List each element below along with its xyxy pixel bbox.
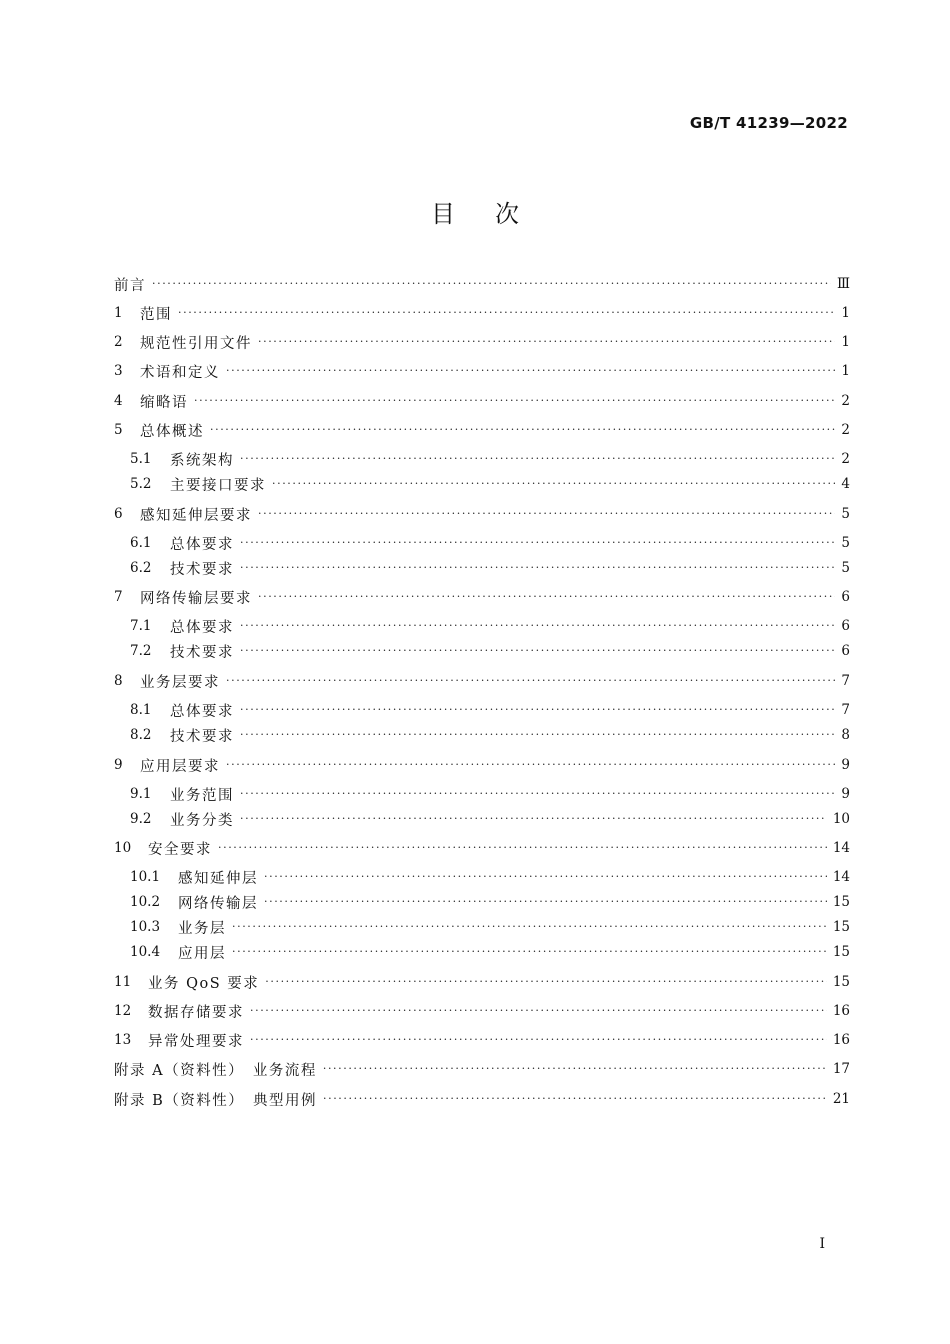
- toc-entry-number: 12: [114, 1003, 132, 1019]
- toc-leader-dots: [232, 915, 827, 939]
- toc-entry[interactable]: [114, 782, 850, 806]
- toc-leader-dots: [264, 890, 827, 914]
- toc-entry-page: 15: [832, 944, 850, 960]
- toc-entry-title: 总体概述: [140, 423, 204, 440]
- toc-entry-title: 附录 B（资料性） 典型用例: [114, 1092, 318, 1109]
- toc-entry-page: 6: [841, 618, 850, 634]
- toc-leader-dots: [240, 698, 835, 722]
- toc-leader-dots: [240, 614, 835, 638]
- toc-leader-dots: [264, 865, 827, 889]
- toc-leader-dots: [232, 940, 827, 964]
- toc-entry[interactable]: [114, 836, 850, 860]
- toc-entry-number: 10: [114, 840, 132, 856]
- toc-entry-number: 6.2: [130, 560, 152, 576]
- toc-entry-page: Ⅲ: [836, 276, 850, 292]
- toc-entry-number: 13: [114, 1032, 132, 1048]
- toc-entry-page: 4: [841, 476, 850, 492]
- toc-entry-number: 6: [114, 506, 123, 522]
- toc-entry-page: 9: [841, 786, 850, 802]
- toc-entry-title: 感知延伸层要求: [140, 507, 252, 524]
- toc-entry-title: 前言: [114, 277, 146, 294]
- toc-entry-page: 16: [832, 1003, 850, 1019]
- toc-entry[interactable]: [114, 915, 850, 939]
- toc-entry-number: 9.1: [130, 786, 152, 802]
- toc-entry-page: 15: [832, 919, 850, 935]
- toc-entry-page: 2: [841, 422, 850, 438]
- toc-entry-page: 21: [832, 1091, 850, 1107]
- toc-entry[interactable]: [114, 531, 850, 555]
- toc-entry[interactable]: [114, 890, 850, 914]
- toc-entry[interactable]: [114, 389, 850, 413]
- toc-entry-title: 安全要求: [148, 841, 212, 858]
- toc-entry[interactable]: [114, 614, 850, 638]
- toc-entry-page: 1: [841, 334, 850, 350]
- toc-entry-title: 范围: [140, 306, 172, 323]
- toc-entry[interactable]: [114, 865, 850, 889]
- toc-entry-page: 9: [841, 757, 850, 773]
- toc-entry-number: 10.1: [130, 869, 161, 885]
- toc-leader-dots: [240, 531, 835, 555]
- toc-entry-page: 2: [841, 393, 850, 409]
- toc-entry-number: 2: [114, 334, 123, 350]
- toc-leader-dots: [152, 272, 831, 296]
- toc-entry-number: 8.2: [130, 727, 152, 743]
- toc-entry[interactable]: [114, 502, 850, 526]
- toc-entry[interactable]: [114, 970, 850, 994]
- toc-entry-title: 术语和定义: [140, 364, 220, 381]
- toc-entry[interactable]: [114, 940, 850, 964]
- toc-leader-dots: [258, 330, 835, 354]
- toc-entry-title: 异常处理要求: [148, 1033, 244, 1050]
- toc-leader-dots: [178, 301, 835, 325]
- toc-entry-page: 15: [832, 894, 850, 910]
- toc-entry-page: 5: [841, 535, 850, 551]
- toc-leader-dots: [226, 753, 835, 777]
- toc-leader-dots: [258, 585, 835, 609]
- toc-entry[interactable]: [114, 999, 850, 1023]
- toc-entry-page: 7: [841, 702, 850, 718]
- standard-code: GB/T 41239—2022: [689, 114, 848, 132]
- toc-entry-title: 缩略语: [140, 394, 188, 411]
- toc-leader-dots: [240, 807, 827, 831]
- toc-entry-number: 5.2: [130, 476, 152, 492]
- toc-entry-number: 6.1: [130, 535, 152, 551]
- toc-entry-title: 业务范围: [170, 787, 234, 804]
- toc-entry[interactable]: [114, 669, 850, 693]
- toc-entry[interactable]: [114, 1057, 850, 1081]
- toc-leader-dots: [194, 389, 835, 413]
- toc-entry-page: 6: [841, 589, 850, 605]
- toc-entry-number: 5.1: [130, 451, 152, 467]
- toc-entry-page: 6: [841, 643, 850, 659]
- toc-entry-number: 10.2: [130, 894, 161, 910]
- toc-entry-page: 8: [841, 727, 850, 743]
- toc-entry-page: 15: [832, 974, 850, 990]
- toc-leader-dots: [240, 447, 835, 471]
- toc-entry-title: 附录 A（资料性） 业务流程: [114, 1062, 317, 1079]
- toc-entry[interactable]: [114, 272, 850, 296]
- toc-entry-number: 8.1: [130, 702, 152, 718]
- toc-entry-page: 14: [832, 869, 850, 885]
- toc-leader-dots: [323, 1087, 827, 1111]
- toc-leader-dots: [240, 556, 835, 580]
- toc-entry-title: 应用层要求: [140, 758, 220, 775]
- toc-entry-number: 9.2: [130, 811, 152, 827]
- toc-entry-page: 2: [841, 451, 850, 467]
- toc-entry-title: 主要接口要求: [170, 477, 266, 494]
- toc-leader-dots: [226, 359, 835, 383]
- toc-entry-number: 9: [114, 757, 123, 773]
- toc-entry-page: 5: [841, 560, 850, 576]
- toc-entry[interactable]: [114, 698, 850, 722]
- toc-entry-title: 感知延伸层: [178, 870, 258, 887]
- toc-entry[interactable]: [114, 330, 850, 354]
- toc-entry[interactable]: [114, 1028, 850, 1052]
- toc-entry-page: 1: [841, 305, 850, 321]
- toc-leader-dots: [272, 472, 835, 496]
- toc-entry-title: 应用层: [178, 945, 226, 962]
- toc-leader-dots: [210, 418, 835, 442]
- toc-leader-dots: [240, 723, 835, 747]
- toc-entry-title: 业务 QoS 要求: [148, 975, 260, 992]
- toc-leader-dots: [250, 1028, 827, 1052]
- toc-entry[interactable]: [114, 639, 850, 663]
- toc-entry-page: 5: [841, 506, 850, 522]
- toc-entry-title: 总体要求: [170, 703, 234, 720]
- toc-entry-title: 系统架构: [170, 452, 234, 469]
- toc-leader-dots: [258, 502, 835, 526]
- toc-entry[interactable]: [114, 418, 850, 442]
- toc-entry-title: 技术要求: [170, 728, 234, 745]
- toc-entry[interactable]: [114, 753, 850, 777]
- toc-entry-title: 总体要求: [170, 619, 234, 636]
- toc-entry[interactable]: [114, 359, 850, 383]
- toc-entry[interactable]: [114, 447, 850, 471]
- toc-leader-dots: [240, 639, 835, 663]
- toc-entry[interactable]: [114, 723, 850, 747]
- toc-leader-dots: [218, 836, 827, 860]
- toc-entry[interactable]: [114, 1087, 850, 1111]
- toc-entry-page: 17: [832, 1061, 850, 1077]
- toc-leader-dots: [265, 970, 827, 994]
- toc-entry-title: 总体要求: [170, 536, 234, 553]
- toc-entry-number: 7: [114, 589, 123, 605]
- toc-entry-number: 4: [114, 393, 123, 409]
- toc-entry[interactable]: [114, 472, 850, 496]
- toc-entry[interactable]: [114, 556, 850, 580]
- toc-entry[interactable]: [114, 807, 850, 831]
- toc-entry-title: 数据存储要求: [148, 1004, 244, 1021]
- toc-entry-title: 技术要求: [170, 644, 234, 661]
- toc-entry-page: 16: [832, 1032, 850, 1048]
- toc-entry-number: 7.2: [130, 643, 152, 659]
- toc-entry-title: 网络传输层要求: [140, 590, 252, 607]
- toc-leader-dots: [240, 782, 835, 806]
- toc-entry-number: 5: [114, 422, 123, 438]
- toc-entry-title: 业务层: [178, 920, 226, 937]
- toc-leader-dots: [226, 669, 835, 693]
- page-number: I: [819, 1236, 825, 1252]
- toc-entry-page: 7: [841, 673, 850, 689]
- toc-entry-number: 11: [114, 974, 132, 990]
- toc-entry-number: 1: [114, 305, 123, 321]
- toc-leader-dots: [250, 999, 827, 1023]
- page-title: 目次: [431, 200, 559, 228]
- toc-entry-number: 10.4: [130, 944, 161, 960]
- toc-entry-page: 1: [841, 363, 850, 379]
- toc-entry-number: 3: [114, 363, 123, 379]
- toc-entry-title: 网络传输层: [178, 895, 258, 912]
- toc-entry-number: 8: [114, 673, 123, 689]
- toc-entry-title: 业务分类: [170, 812, 234, 829]
- toc-entry-title: 规范性引用文件: [140, 335, 252, 352]
- toc-entry-title: 技术要求: [170, 561, 234, 578]
- toc-entry[interactable]: [114, 301, 850, 325]
- toc-leader-dots: [323, 1057, 827, 1081]
- toc-entry-page: 10: [832, 811, 850, 827]
- toc-entry[interactable]: [114, 585, 850, 609]
- toc-entry-number: 7.1: [130, 618, 152, 634]
- toc-entry-page: 14: [832, 840, 850, 856]
- toc-entry-title: 业务层要求: [140, 674, 220, 691]
- toc-entry-number: 10.3: [130, 919, 161, 935]
